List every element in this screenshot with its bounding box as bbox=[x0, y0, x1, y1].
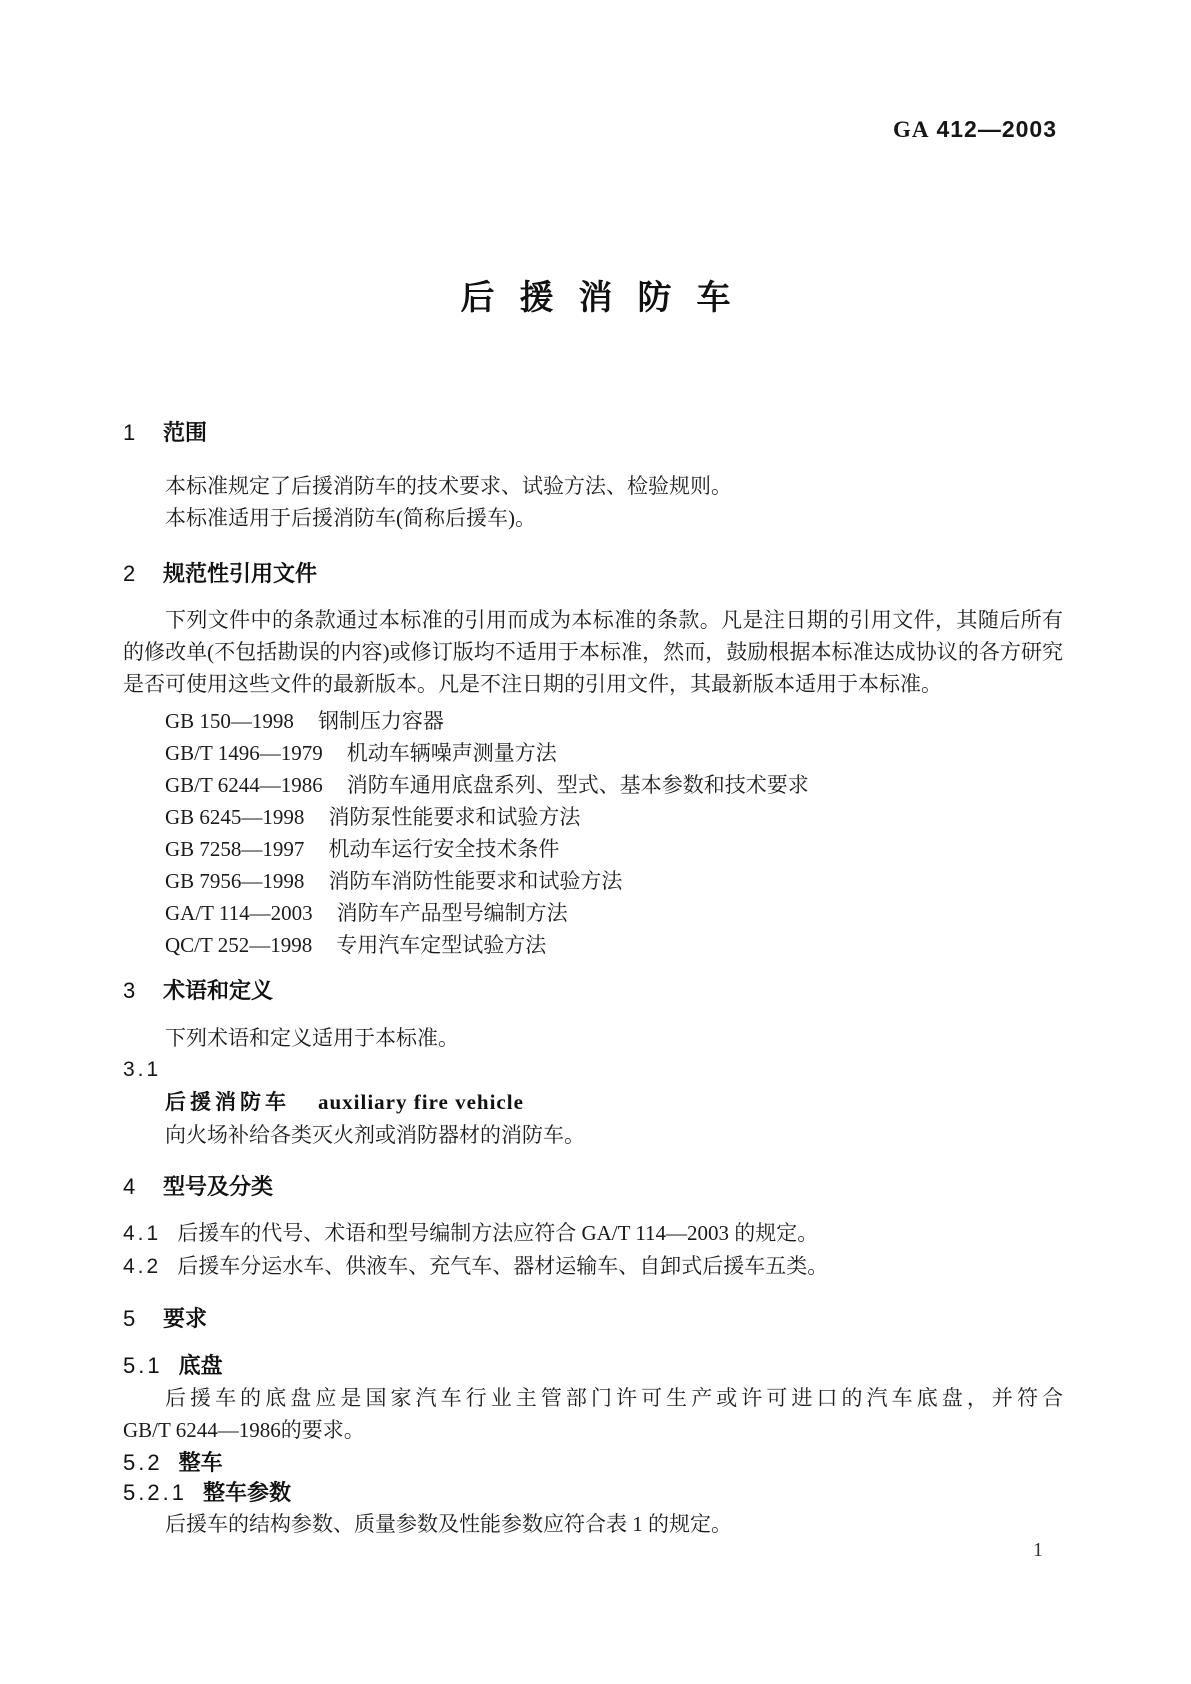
reference-title: 专用汽车定型试验方法 bbox=[336, 933, 547, 957]
reference-title: 消防车产品型号编制方法 bbox=[336, 901, 568, 925]
reference-code: GB/T 1496—1979 bbox=[165, 741, 323, 765]
section-3-title: 术语和定义 bbox=[163, 978, 274, 1003]
page-number: 1 bbox=[1033, 1539, 1043, 1561]
reference-item bbox=[123, 737, 1063, 769]
reference-title: 机动车运行安全技术条件 bbox=[328, 837, 560, 861]
section-1-title: 范围 bbox=[163, 420, 208, 445]
standard-code-number: 412—2003 bbox=[936, 116, 1057, 142]
clause-5-1-text-line1: 后援车的底盘应是国家汽车行业主管部门许可生产或许可进口的汽车底盘，并符合 bbox=[165, 1386, 1063, 1410]
clause-4-2 bbox=[123, 1250, 1063, 1283]
reference-code: GB/T 6244—1986 bbox=[165, 773, 323, 797]
clause-5-2-title: 整车 bbox=[178, 1450, 223, 1475]
document-title: 后援消防车 bbox=[460, 279, 756, 317]
reference-code: GB 150—1998 bbox=[165, 709, 294, 733]
standard-code bbox=[893, 116, 1057, 143]
reference-code: GA/T 114—2003 bbox=[165, 901, 313, 925]
section-5-number: 5 bbox=[123, 1306, 138, 1331]
section-3-number: 3 bbox=[123, 978, 138, 1003]
reference-title: 机动车辆噪声测量方法 bbox=[346, 741, 557, 765]
reference-item bbox=[123, 897, 1063, 929]
reference-title: 钢制压力容器 bbox=[317, 709, 444, 733]
clause-4-1-number: 4.1 bbox=[123, 1222, 162, 1245]
section-4-title: 型号及分类 bbox=[163, 1174, 274, 1199]
section-1-number: 1 bbox=[123, 420, 138, 445]
section-1-paragraph-2: 本标准适用于后援消防车(简称后援车)。 bbox=[165, 506, 536, 530]
section-1-paragraph-1: 本标准规定了后援消防车的技术要求、试验方法、检验规则。 bbox=[165, 474, 732, 498]
section-2-heading bbox=[123, 559, 1063, 589]
clause-5-1-number: 5.1 bbox=[123, 1353, 163, 1378]
clause-4-2-number: 4.2 bbox=[123, 1255, 162, 1278]
section-2-intro-paragraph: 下列文件中的条款通过本标准的引用而成为本标准的条款。凡是注日期的引用文件，其随后所有的修改单(不包括勘误的内容)或修订版均不适用于本标准，然而，鼓励根据本标准达成协议的各方研究是否可使用这些文件的最新版本。凡是不注日期的引用文件，其最新版本适用于本标准。 bbox=[123, 608, 1063, 696]
reference-item bbox=[123, 865, 1063, 897]
clause-4-1 bbox=[123, 1217, 1063, 1250]
section-5-heading bbox=[123, 1304, 1063, 1334]
section-5-title: 要求 bbox=[163, 1306, 208, 1331]
section-3-heading bbox=[123, 976, 1063, 1006]
reference-title: 消防泵性能要求和试验方法 bbox=[328, 805, 581, 829]
section-4-number: 4 bbox=[123, 1174, 138, 1199]
clause-5-2-1-number: 5.2.1 bbox=[123, 1480, 187, 1505]
term-definition-text: 向火场补给各类灭火剂或消防器材的消防车。 bbox=[165, 1123, 585, 1147]
term-chinese: 后援消防车 bbox=[165, 1091, 290, 1114]
clause-5-2-number: 5.2 bbox=[123, 1450, 163, 1475]
reference-code: GB 6245—1998 bbox=[165, 805, 305, 829]
reference-title: 消防车消防性能要求和试验方法 bbox=[328, 869, 623, 893]
reference-code: GB 7956—1998 bbox=[165, 869, 305, 893]
section-2-number: 2 bbox=[123, 561, 138, 586]
references-list bbox=[123, 705, 1063, 961]
clause-5-2-1-title: 整车参数 bbox=[202, 1480, 291, 1505]
reference-code: QC/T 252—1998 bbox=[165, 933, 313, 957]
clause-5-1-heading bbox=[123, 1351, 1063, 1381]
section-3-intro-paragraph: 下列术语和定义适用于本标准。 bbox=[165, 1026, 459, 1050]
document-body bbox=[123, 418, 1063, 1540]
clause-3-1-number: 3.1 bbox=[123, 1058, 162, 1081]
reference-item bbox=[123, 769, 1063, 801]
standard-code-prefix: GA bbox=[892, 117, 930, 142]
clause-5-2-heading bbox=[123, 1448, 1063, 1478]
section-4-heading bbox=[123, 1172, 1063, 1202]
reference-item bbox=[123, 833, 1063, 865]
clause-4-2-text: 后援车分运水车、供液车、充气车、器材运输车、自卸式后援车五类。 bbox=[177, 1254, 829, 1278]
reference-item bbox=[123, 801, 1063, 833]
section-2-title: 规范性引用文件 bbox=[163, 561, 318, 586]
clause-5-1-text-line2: GB/T 6244—1986的要求。 bbox=[123, 1418, 365, 1442]
section-1-heading bbox=[123, 418, 1063, 448]
reference-item bbox=[123, 705, 1063, 737]
reference-item bbox=[123, 929, 1063, 961]
clause-5-2-1-heading bbox=[123, 1478, 1063, 1508]
reference-code: GB 7258—1997 bbox=[165, 837, 305, 861]
term-definition-heading bbox=[123, 1086, 1063, 1119]
reference-title: 消防车通用底盘系列、型式、基本参数和技术要求 bbox=[346, 773, 809, 797]
clause-4-1-text: 后援车的代号、术语和型号编制方法应符合 GA/T 114—2003 的规定。 bbox=[177, 1221, 819, 1245]
clause-5-2-1-text: 后援车的结构参数、质量参数及性能参数应符合表 1 的规定。 bbox=[165, 1512, 732, 1536]
clause-5-1-title: 底盘 bbox=[178, 1353, 223, 1378]
term-english: auxiliary fire vehicle bbox=[318, 1090, 524, 1114]
